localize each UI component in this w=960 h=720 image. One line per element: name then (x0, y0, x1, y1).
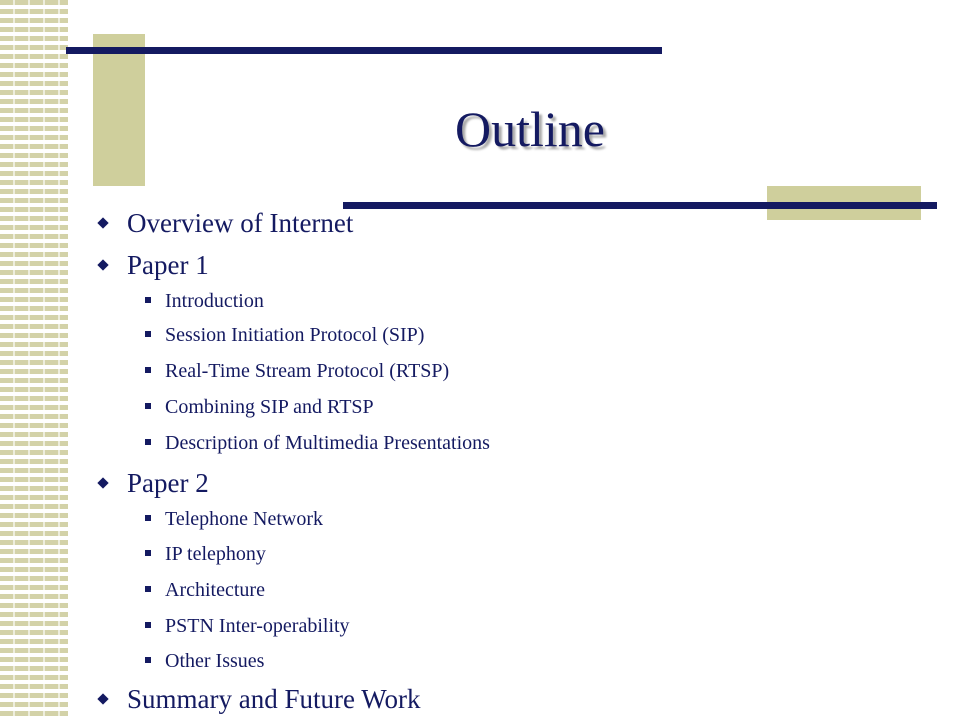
sub-bullet-text: Description of Multimedia Presentations (165, 432, 490, 454)
square-bullet-icon (145, 331, 151, 337)
diamond-bullet-icon (97, 217, 108, 228)
sub-bullet-text: Architecture (165, 579, 265, 601)
diamond-bullet-icon (97, 259, 108, 270)
diamond-bullet-icon (97, 693, 108, 704)
sub-bullet-item (145, 360, 449, 383)
square-bullet-icon (145, 403, 151, 409)
sub-bullet-item (145, 579, 265, 602)
square-bullet-icon (145, 586, 151, 592)
bullet-item (95, 468, 209, 499)
square-bullet-icon (145, 550, 151, 556)
sub-bullet-text: Telephone Network (165, 508, 323, 530)
slide-title: Outline (455, 101, 605, 157)
bullet-text: Paper 2 (127, 468, 209, 498)
bullet-item (95, 208, 353, 239)
square-bullet-icon (145, 657, 151, 663)
bullet-item (95, 250, 209, 281)
bullet-text: Paper 1 (127, 250, 209, 280)
sub-bullet-text: Real-Time Stream Protocol (RTSP) (165, 360, 450, 382)
sub-bullet-text: Session Initiation Protocol (SIP) (165, 324, 425, 346)
sub-bullet-item (145, 615, 350, 638)
square-bullet-icon (145, 622, 151, 628)
sub-bullet-item (145, 432, 490, 455)
diamond-bullet-icon (97, 477, 108, 488)
sub-bullet-text: Combining SIP and RTSP (165, 396, 374, 418)
sub-bullet-text: Introduction (165, 290, 264, 312)
bullet-text: Overview of Internet (127, 208, 354, 238)
sub-bullet-item (145, 543, 266, 566)
sub-bullet-text: IP telephony (165, 543, 266, 565)
sub-bullet-item (145, 396, 374, 419)
square-bullet-icon (145, 439, 151, 445)
sub-bullet-item (145, 290, 264, 313)
square-bullet-icon (145, 297, 151, 303)
sub-bullet-item (145, 508, 323, 531)
sub-bullet-text: PSTN Inter-operability (165, 615, 350, 637)
sub-bullet-item (145, 650, 264, 673)
square-bullet-icon (145, 515, 151, 521)
slide-body (95, 0, 935, 720)
square-bullet-icon (145, 367, 151, 373)
bullet-item (95, 684, 421, 715)
sub-bullet-item (145, 324, 424, 347)
bullet-text: Summary and Future Work (127, 684, 421, 714)
sub-bullet-text: Other Issues (165, 650, 265, 672)
